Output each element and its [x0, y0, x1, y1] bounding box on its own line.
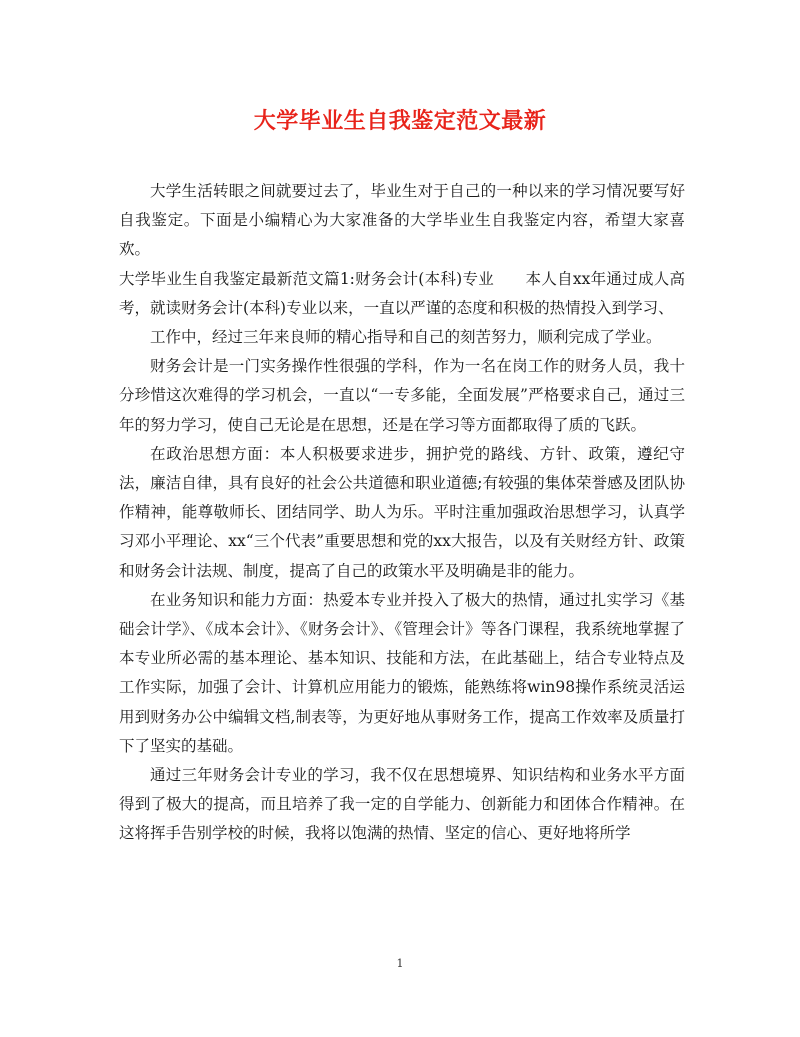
document-title: 大学毕业生自我鉴定范文最新: [253, 108, 547, 134]
paragraph-intro: 大学生活转眼之间就要过去了，毕业生对于自己的一种以来的学习情况要写好自我鉴定。下面是小编精心为大家准备的大学毕业生自我鉴定内容，希望大家喜欢。: [119, 182, 685, 259]
paragraph-completion: 工作中，经过三年来良师的精心指导和自己的刻苦努力，顺利完成了学业。: [150, 328, 662, 347]
paragraph-professional: 在业务知识和能力方面：热爱本专业并投入了极大的热情，通过扎实学习《基础会计学》、《成本会计》、《财务会计》、《管理会计》等各门课程，我系统地掌握了本专业所必需的基本理论、基本知识、技能和方法，在此基础上，结合专业特点及工作实际，加强了会计、计算机应用能力的锻炼，能熟练将win98操作系统灵活运用到财务办公中编辑文档,制表等，为更好地从事财务工作，提高工作效率及质量打下了坚实的基础。: [119, 590, 685, 755]
paragraph-heading-major: 大学毕业生自我鉴定最新范文篇1:财务会计(本科)专业 本人自xx年通过成人高考，就读财务会计(本科)专业以来，一直以严谨的态度和积极的热情投入到学习、: [119, 269, 685, 317]
document-body: [119, 177, 685, 849]
paragraph-accounting: 财务会计是一门实务操作性很强的学科，作为一名在岗工作的财务人员，我十分珍惜这次难得的学习机会，一直以“一专多能，全面发展”严格要求自己，通过三年的努力学习，使自己无论是在思想，还是在学习等方面都取得了质的飞跃。: [119, 357, 685, 434]
page-number: 1: [396, 957, 404, 970]
paragraph-political: 在政治思想方面：本人积极要求进步，拥护党的路线、方针、政策，遵纪守法，廉洁自律，具有良好的社会公共道德和职业道德;有较强的集体荣誉感及团队协作精神，能尊敬师长、团结同学、助人为乐。平时注重加强政治思想学习，认真学习邓小平理论、xx“三个代表”重要思想和党的xx大报告，以及有关财经方针、政策和财务会计法规、制度，提高了自己的政策水平及明确是非的能力。: [119, 444, 685, 580]
paragraph-summary: 通过三年财务会计专业的学习，我不仅在思想境界、知识结构和业务水平方面得到了极大的提高，而且培养了我一定的自学能力、创新能力和团体合作精神。在这将挥手告别学校的时候，我将以饱满的热情、坚定的信心、更好地将所学: [119, 766, 685, 843]
